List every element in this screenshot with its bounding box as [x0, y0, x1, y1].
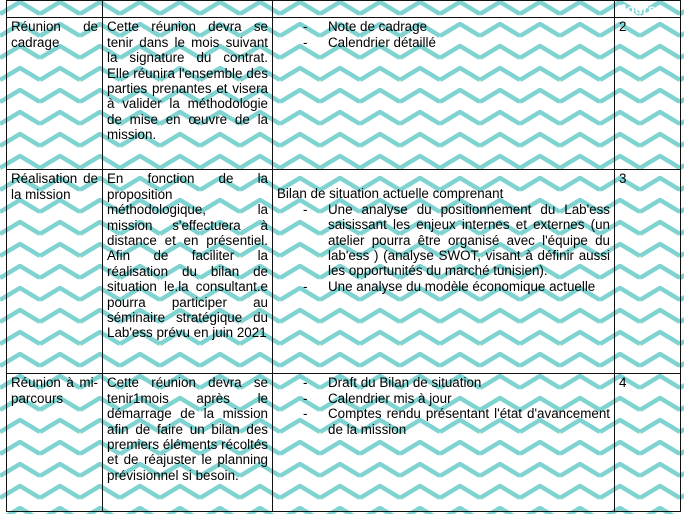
list-item: - Une analyse du positionnement du Lab'ess saisissant les enjeux internes et externes (un atelier pourra être organisé avec l'équipe du lab'ess ) (analyse SWOT, visant à définir aussi les opportunités du marché tunisien).	[303, 202, 610, 279]
stage-text: Réalisation de la mission	[11, 171, 98, 202]
description-cell	[103, 170, 273, 374]
stage-cell	[7, 18, 103, 170]
list-item: - Calendrier détaillé	[303, 35, 610, 50]
table-row	[7, 170, 681, 374]
description-text: Cette réunion devra se tenir1mois après le démarrage de la mission afin de faire un bilan des premiers éléments récoltés et de réajuster le planning prévisionnel si besoin.	[107, 375, 268, 483]
days-value: 2	[619, 19, 627, 35]
days-value: 4	[619, 375, 627, 391]
list-item: - Calendrier mis à jour	[303, 391, 610, 406]
header-cell-stage	[7, 1, 103, 18]
list-item: - Comptes rendu présentant l'état d'avancement de la mission	[303, 406, 610, 437]
table-row	[7, 18, 681, 170]
stage-text: Réunion à mi-parcours	[11, 375, 98, 406]
deliverables-cell	[273, 170, 615, 374]
list-item: - Draft du Bilan de situation	[303, 375, 610, 390]
days-cell	[615, 170, 681, 374]
table-row	[7, 374, 681, 512]
deliverables-cell	[273, 374, 615, 512]
header-cell-description	[103, 1, 273, 18]
deliverables-intro: Bilan de situation actuelle comprenant	[277, 186, 504, 202]
deliverables-list	[303, 202, 610, 294]
description-cell	[103, 18, 273, 170]
mission-table	[6, 0, 681, 512]
stage-cell	[7, 374, 103, 512]
deliverables-cell	[273, 18, 615, 170]
days-cell	[615, 374, 681, 512]
stage-text: Réunion de cadrage	[11, 19, 98, 50]
header-cell-deliverables	[273, 1, 615, 18]
spacer	[277, 171, 610, 186]
description-cell	[103, 374, 273, 512]
description-text: En fonction de la proposition méthodologique, la mission s'effectuera à distance et en présentiel. Afin de faciliter la réalisation du bilan de situation le.la consultant.e pourra participer au séminaire stratégique du Lab'ess prévu en juin 2021	[107, 171, 268, 341]
days-cell	[615, 18, 681, 170]
stage-cell	[7, 170, 103, 374]
days-value: 3	[619, 171, 627, 187]
deliverables-list	[303, 375, 610, 437]
list-item: - Note de cadrage	[303, 19, 610, 34]
description-text: Cette réunion devra se tenir dans le mois suivant la signature du contrat. Elle réunira l'ensemble des parties prenantes et visera à valider la méthodologie de mise en œuvre de la mission.	[107, 19, 268, 143]
deliverables-list	[303, 19, 610, 50]
table-header-row	[7, 1, 681, 18]
list-item: - Une analyse du modèle économique actuelle	[303, 279, 610, 294]
header-cell-days: Jours	[615, 1, 681, 18]
